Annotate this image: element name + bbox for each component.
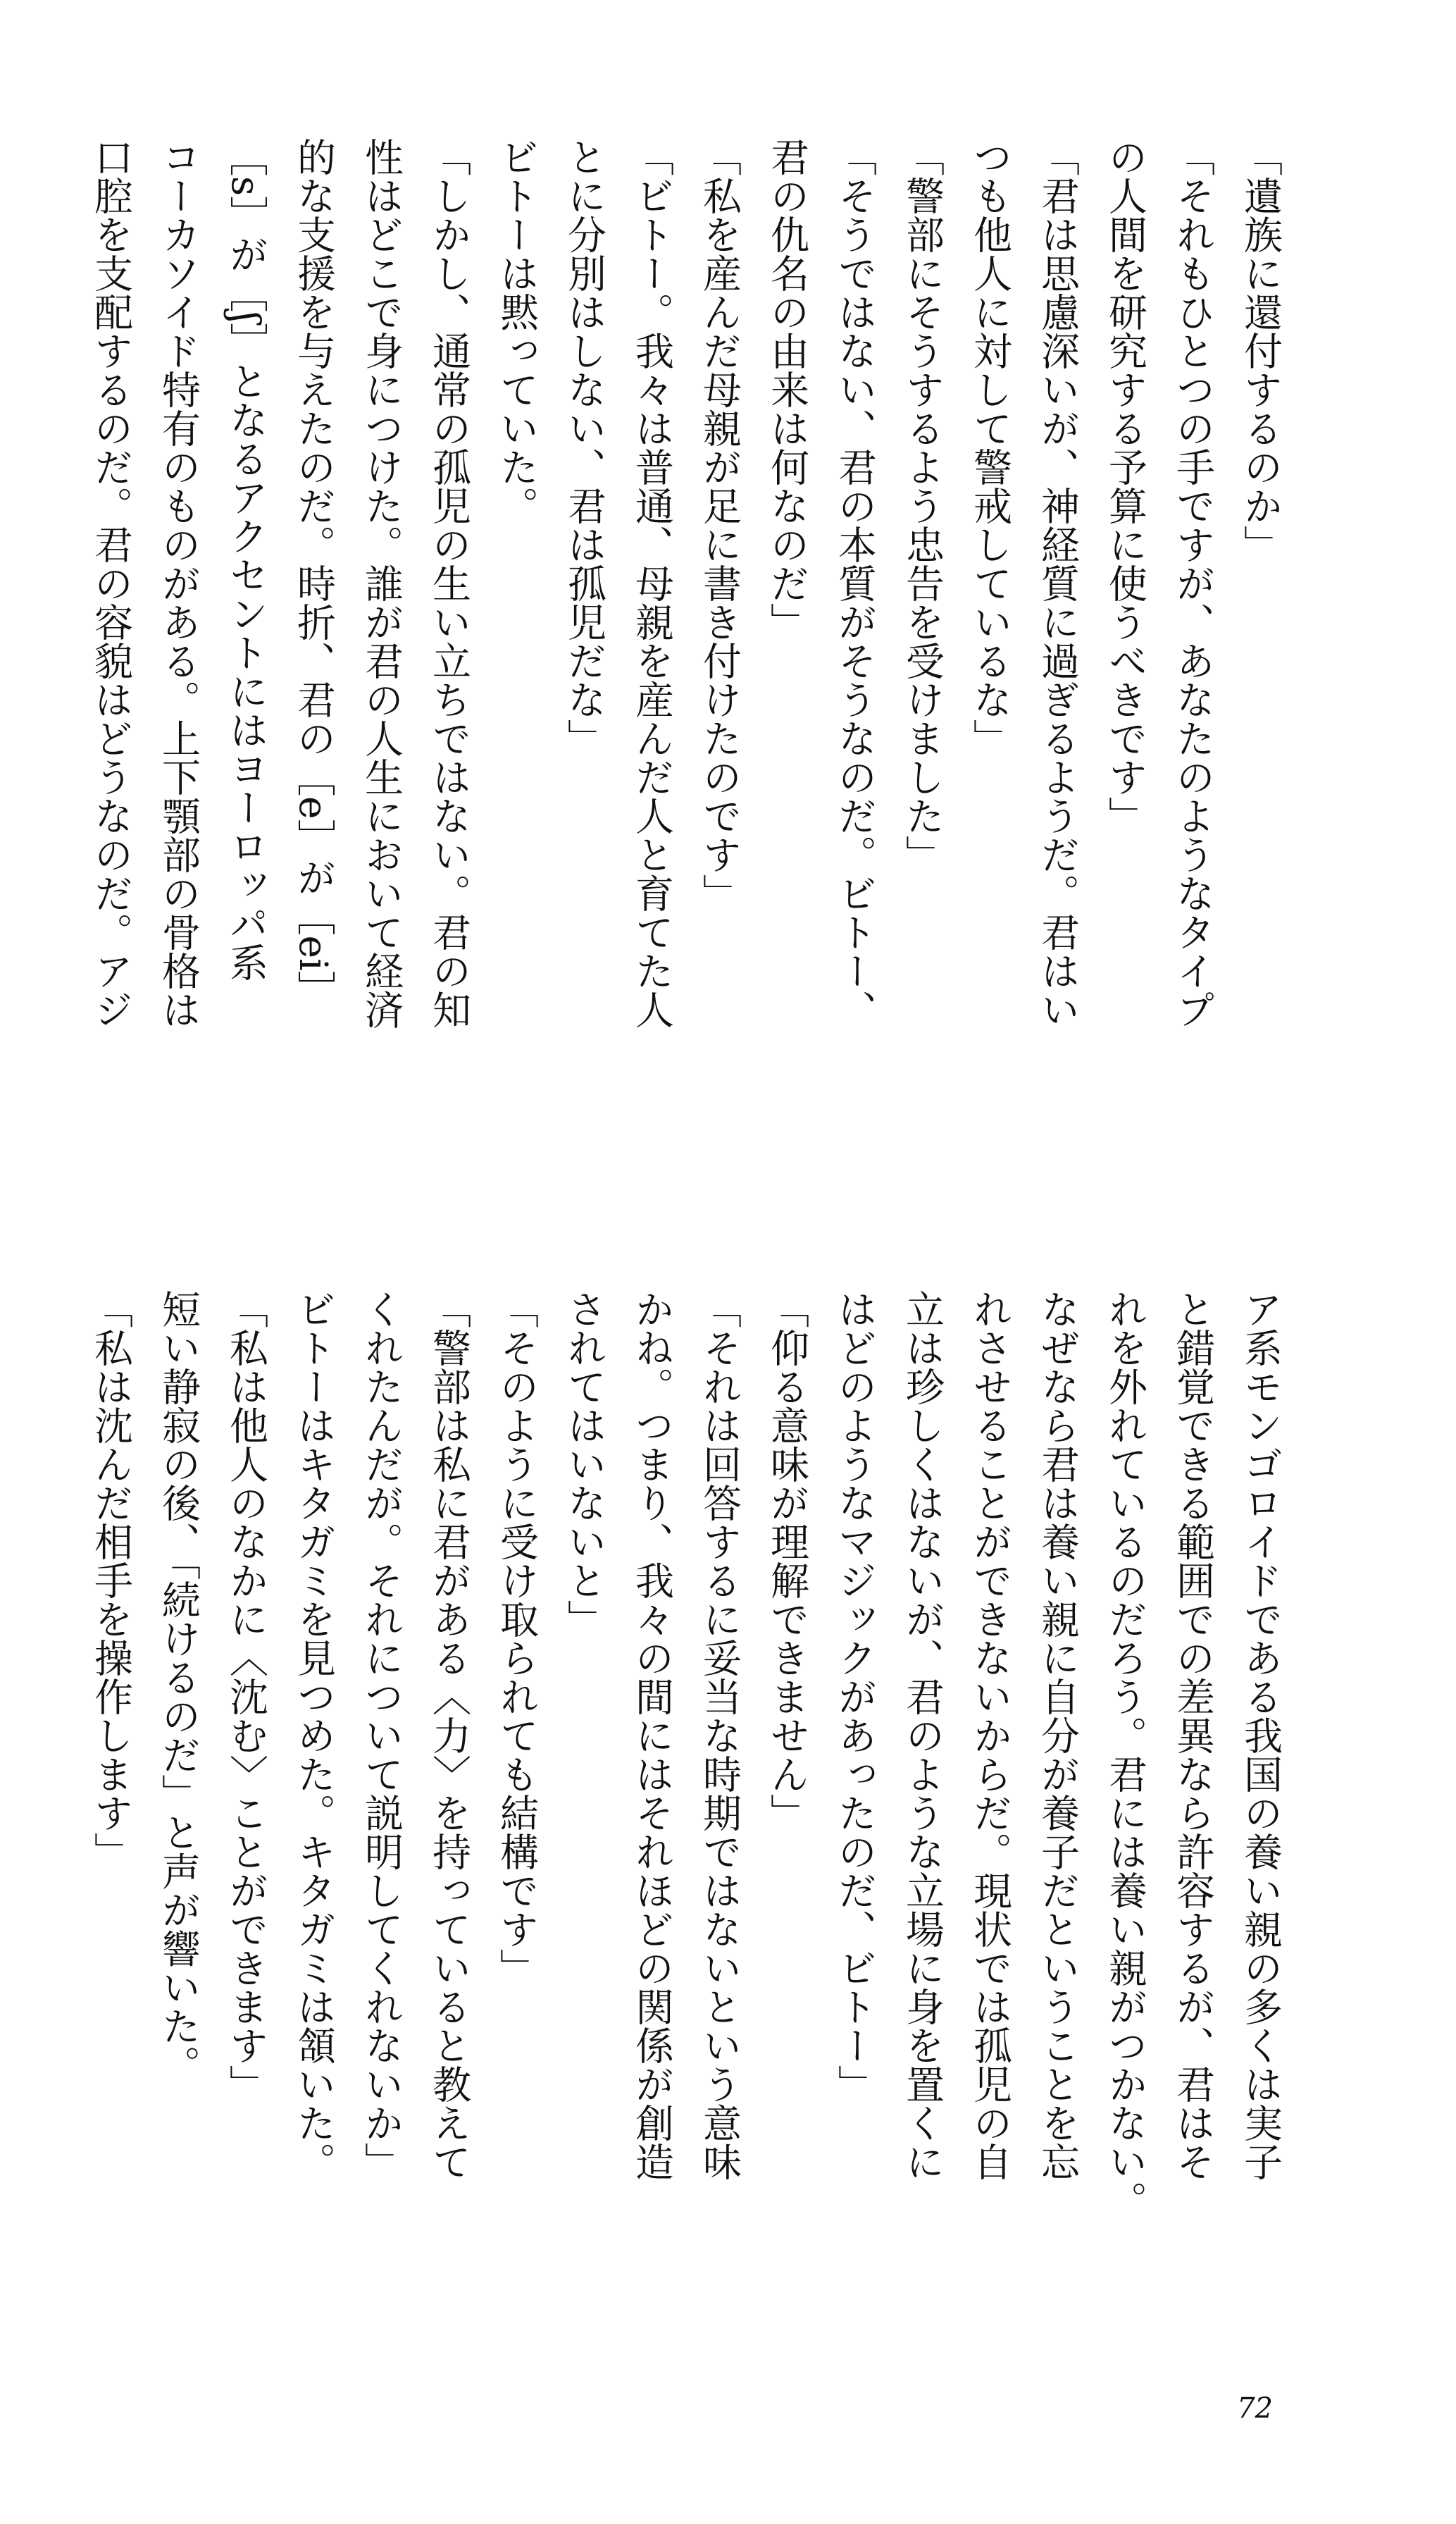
text-line: ［s］が［ʃ］となるアクセントにはヨーロッパ系 [223,137,268,982]
text-line: ア系モンゴロイドである我国の養い親の多くは実子 [1238,1289,1283,2181]
page-number: 72 [1237,2392,1273,2425]
text-line: とに分別はしない、君は孤児だな」 [561,137,606,757]
text-line: 君の仇名の由来は何なのだ」 [764,137,809,641]
text-line: 「仰る意味が理解できません」 [764,1289,809,1832]
text-line: ビトーは黙っていた。 [494,137,539,525]
lower-text-block [77,1289,1294,2346]
text-line: ビトーはキタガミを見つめた。キタガミは頷いた。 [291,1289,336,2181]
text-line: 立は珍しくはないが、君のような立場に身を置くに [900,1289,945,2181]
text-line: 「それもひとつの手ですが、あなたのようなタイプ [1170,137,1215,1029]
text-line: の人間を研究する予算に使うべきです」 [1102,137,1147,835]
text-line: れさせることができないからだ。現状では孤児の自 [967,1289,1012,2181]
text-line: 性はどこで身につけた。誰が君の人生において経済 [359,137,404,1029]
text-line: コーカソイド特有のものがある。上下顎部の骨格は [156,137,201,1029]
text-line: 「そのように受け取られても結構です」 [494,1289,539,1987]
text-line: 「しかし、通常の孤児の生い立ちではない。君の知 [426,137,471,1029]
text-line: はどのようなマジックがあったのだ、ビトー」 [832,1289,877,2103]
text-line: 「警部は私に君がある〈力〉を持っていると教えて [426,1289,471,2181]
text-line: と錯覚できる範囲での差異なら許容するが、君はそ [1170,1289,1215,2181]
text-line: 短い静寂の後、「続けるのだ」と声が響いた。 [156,1289,201,2084]
text-line: 「そうではない、君の本質がそうなのだ。ビトー、 [832,137,877,1029]
text-line: 口腔を支配するのだ。君の容貌はどうなのだ。アジ [88,137,133,1029]
text-line: かね。つまり、我々の間にはそれほどの関係が創造 [629,1289,674,2181]
text-line: 「私は沈んだ相手を操作します」 [88,1289,133,1871]
text-line: れを外れているのだろう。君には養い親がつかない。 [1102,1289,1147,2220]
text-line: つも他人に対して警戒しているな」 [967,137,1012,757]
text-line: くれたんだが。それについて説明してくれないか」 [359,1289,404,2181]
text-line: 「私は他人のなかに〈沈む〉ことができます」 [223,1289,268,2103]
upper-text-block [77,137,1294,1265]
text-line: 的な支援を与えたのだ。時折、君の［e］が［ei］ [291,137,336,1010]
text-line: 「警部にそうするよう忠告を受けました」 [900,137,945,874]
text-line: 「それは回答するに妥当な時期ではないという意味 [697,1289,742,2181]
text-line: 「ビトー。我々は普通、母親を産んだ人と育てた人 [629,137,674,1029]
text-line: 「私を産んだ母親が足に書き付けたのです」 [697,137,742,913]
text-line: されてはいないと」 [561,1289,606,1638]
text-line: 「遺族に還付するのか」 [1238,137,1283,564]
text-line: なぜなら君は養い親に自分が養子だということを忘 [1035,1289,1080,2181]
text-line: 「君は思慮深いが、神経質に過ぎるようだ。君はい [1035,137,1080,1029]
